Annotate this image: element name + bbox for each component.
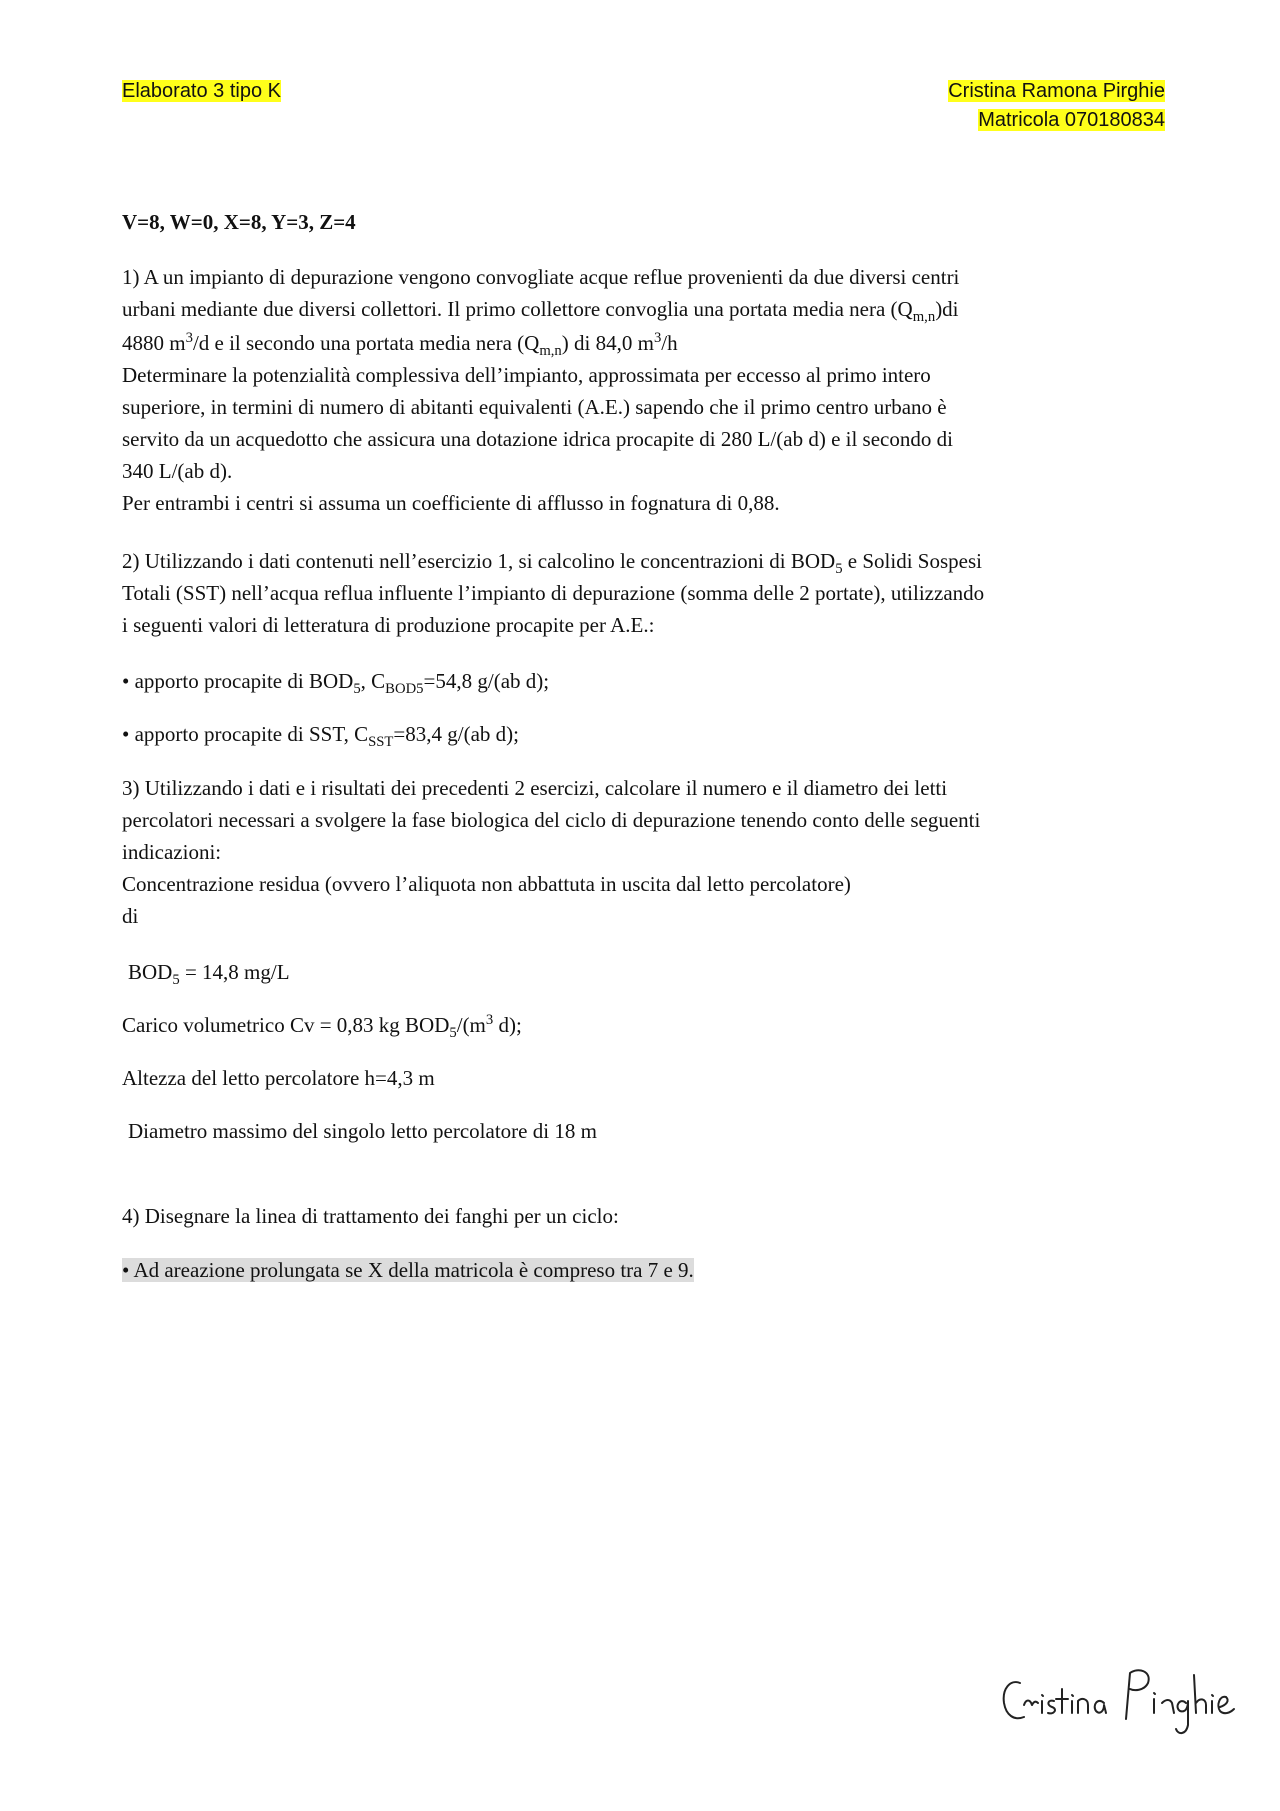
q3-line: percolatori necessari a svolgere la fase biologica del ciclo di depurazione tenendo conto delle seguenti <box>122 808 981 832</box>
q2-bullet-bod: • apporto procapite di $BOD_5$, $C_{BOD5}=54,8$ g/(ab d); <box>122 669 550 698</box>
q3-line: di <box>122 904 139 928</box>
handwritten-signature <box>998 1655 1238 1745</box>
q3-bod-residual: $BOD_5 = 14,8$ mg/L <box>128 960 290 989</box>
q2-bullet-sst: • apporto procapite di SST, $C_{SST}=83,4$ g/(ab d); <box>122 722 519 751</box>
author-name: Cristina Ramona Pirghie <box>948 80 1165 102</box>
header-left <box>122 77 281 106</box>
q3-volumetric-load: Carico volumetrico Cv = 0,83 kg $BOD_5/(m^3$ d); <box>122 1012 522 1042</box>
q3-line: indicazioni: <box>122 840 222 864</box>
q1-line: superiore, in termini di numero di abitanti equivalenti (A.E.) sapendo che il primo centro urbano è <box>122 395 947 419</box>
q3-line: Concentrazione residua (ovvero l’aliquota non abbattuta in uscita dal letto percolatore) <box>122 872 851 896</box>
header-right <box>948 77 1165 135</box>
question-1 <box>122 261 1162 519</box>
doc-title: Elaborato 3 tipo K <box>122 80 281 102</box>
q2-line: i seguenti valori di letteratura di produzione procapite per A.E.: <box>122 613 655 637</box>
highlighted-bullet: • Ad areazione prolungata se X della matricola è compreso tra 7 e 9. <box>122 1258 694 1282</box>
q1-line: servito da un acquedotto che assicura una dotazione idrica procapite di 280 L/(ab d) e il secondo di <box>122 427 953 451</box>
variables-text: V=8, W=0, X=8, Y=3, Z=4 <box>122 210 356 234</box>
question-2 <box>122 545 1162 641</box>
q4-bullet <box>122 1254 1162 1286</box>
q3-line: 3) Utilizzando i dati e i risultati dei precedenti 2 esercizi, calcolare il numero e il diametro dei letti <box>122 776 948 800</box>
q1-line: 4880 $m^3/d$ e il secondo una portata media nera $(Q_{m,n})$ di 84,0 $m^3/h$ <box>122 330 678 360</box>
q1-line: 1) A un impianto di depurazione vengono convogliate acque reflue provenienti da due diversi centri <box>122 265 960 289</box>
q1-line: Per entrambi i centri si assuma un coefficiente di afflusso in fognatura di 0,88. <box>122 491 780 515</box>
q1-line: urbani mediante due diversi collettori. Il primo collettore convoglia una portata media nera $(Q_{m,n})di$ <box>122 297 959 326</box>
student-id: Matricola 070180834 <box>978 109 1165 131</box>
q1-line: 340 L/(ab d). <box>122 459 233 483</box>
question-3 <box>122 772 1162 932</box>
q2-line: Totali (SST) nell’acqua reflua influente l’impianto di depurazione (somma delle 2 portate), utilizzando <box>122 581 985 605</box>
variables-line <box>122 206 1162 238</box>
q3-diameter: Diametro massimo del singolo letto percolatore di 18 m <box>128 1119 597 1143</box>
q1-line: Determinare la potenzialità complessiva dell’impianto, approssimata per eccesso al primo intero <box>122 363 931 387</box>
question-4: 4) Disegnare la linea di trattamento dei fanghi per un ciclo: <box>122 1204 619 1228</box>
q3-height: Altezza del letto percolatore h=4,3 m <box>122 1066 435 1090</box>
q2-line: 2) Utilizzando i dati contenuti nell’esercizio 1, si calcolino le concentrazioni di $BOD_5$ e Solidi Sospesi <box>122 549 982 578</box>
